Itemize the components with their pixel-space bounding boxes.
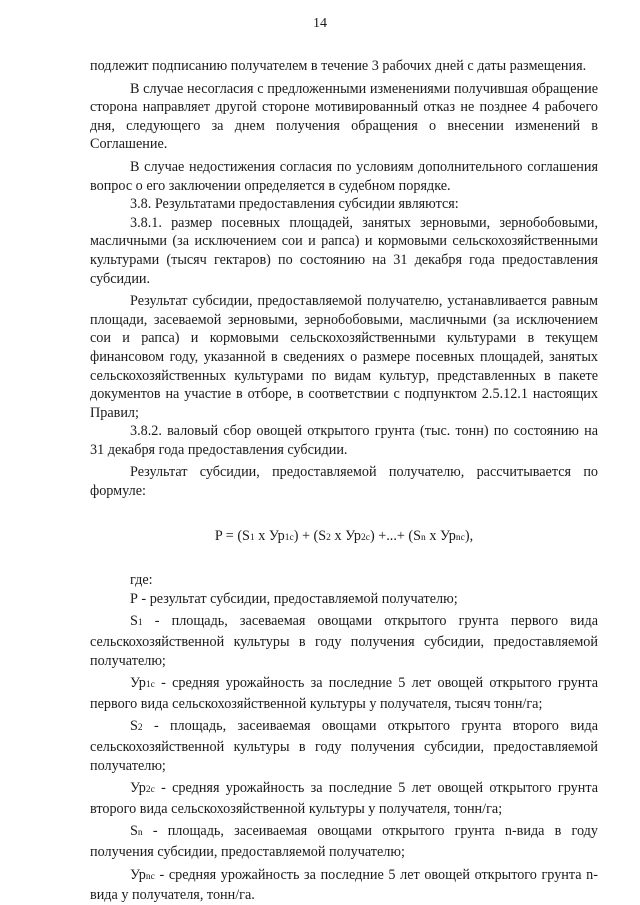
paragraph: Результат субсидии, предоставляемой получателю, устанавливается равным площади, засеваемой зерновыми, зернобобовыми, масличными (за исключением сои и рапса) и кормовыми сельскохозяйственными культурами в текущем финансовом году, указанной в сведениях о размере посевных площадей, занятых сельскохозяйственных культурами по видам культур, представленных в пакете документов на участие в отборе, в соответствии с подпунктом 2.5.12.1 настоящих Правил; [90, 293, 598, 421]
paragraph: подлежит подписанию получателем в течение 3 рабочих дней с даты размещения. [90, 58, 587, 74]
formula: P = (S1 x Ур1с) + (S2 x Ур2с) +...+ (Sn x Урnс), [214, 527, 474, 544]
paragraph: 3.8.1. размер посевных площадей, занятых зерновыми, зернобобовыми, масличными (за исключением сои и рапса) и кормовыми сельскохозяйственными культурами (тысяч гектаров) по состоянию на 31 декабря года предоставления субсидии. [90, 214, 598, 287]
definition-un: Урnс - средняя урожайность за последние 5 лет овощей открытого грунта n-вида у получателя, тонн/га. [90, 866, 598, 904]
definition-sn: Sn - площадь, засеиваемая овощами открытого грунта n-вида в году получения субсидии, предоставляемой получателю; [90, 823, 598, 860]
paragraph: В случае несогласия с предложенными изменениями получившая обращение сторона направляет другой стороне мотивированный отказ не позднее 4 рабочего дня, следующего за днем получения обращения о внесении изменений в Соглашение. [90, 80, 598, 153]
definition-u2: Ур2с - средняя урожайность за последние 5 лет овощей открытого грунта второго вида сельскохозяйственной культуры у получателя, тонн/га; [90, 780, 598, 817]
paragraph: 3.8.2. валовый сбор овощей открытого грунта (тыс. тонн) по состоянию на 31 декабря года предоставления субсидии. [90, 423, 598, 458]
definition-p: Р - результат субсидии, предоставляемой получателю; [130, 590, 458, 607]
definition-u1: Ур1с - средняя урожайность за последние 5 лет овощей открытого грунта первого вида сельскохозяйственной культуры у получателя, тысяч тонн/га; [90, 675, 598, 712]
section-heading: 3.8. Результатами предоставления субсидии являются: [130, 196, 459, 213]
where-label: где: [130, 572, 153, 589]
document-body [90, 57, 598, 905]
definition-s1: S1 - площадь, засеваемая овощами открытого грунта первого вида сельскохозяйственной культуры в году получения субсидии, предоставляемой получателю; [90, 613, 598, 669]
paragraph: Результат субсидии, предоставляемой получателю, рассчитывается по формуле: [90, 464, 598, 500]
definition-s2: S2 - площадь, засеиваемая овощами открытого грунта второго вида сельскохозяйственной культуры в году получения субсидии, предоставляемой получателю; [90, 718, 598, 774]
paragraph: В случае недостижения согласия по условиям дополнительного соглашения вопрос о его заключении определяется в судебном порядке. [90, 158, 598, 194]
page-number: 14 [313, 16, 327, 31]
